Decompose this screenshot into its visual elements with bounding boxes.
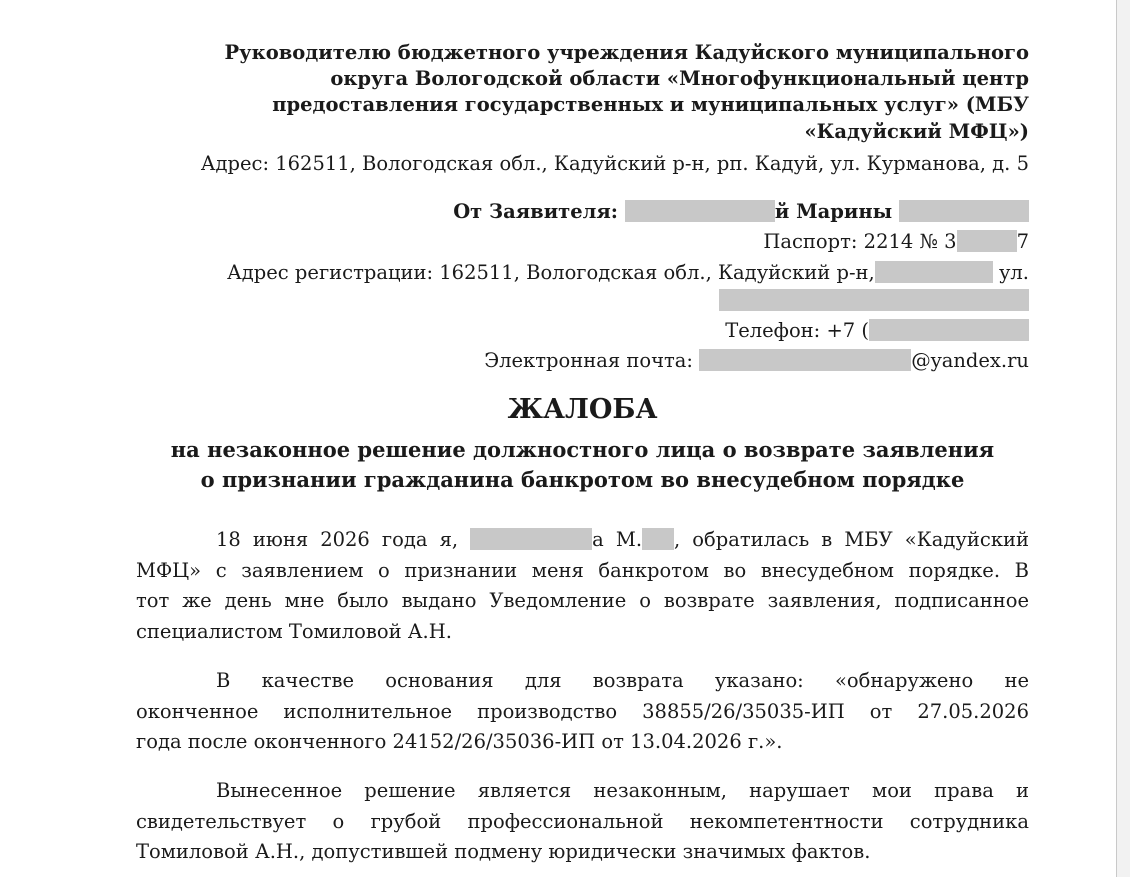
- paragraph-3-line-2: свидетельствует о грубой профессиональной некомпетентности сотрудника: [136, 809, 1029, 833]
- applicant-name: й Марины: [774, 200, 893, 223]
- paragraph-2: [136, 666, 1029, 758]
- paragraph-3-line-1: Вынесенное решение является незаконным, нарушает мои права и: [216, 779, 1029, 802]
- paragraph-2-line-2: оконченное исполнительное производство 38855/26/35035-ИП от 27.05.2026: [136, 699, 1029, 723]
- reg-address-suffix: ул.: [998, 261, 1029, 284]
- redaction-block: [625, 200, 775, 222]
- redaction-block: [899, 200, 1029, 222]
- addressee-line-1: Руководителю бюджетного учреждения Кадуйского муниципального: [224, 41, 1029, 64]
- redaction-block: [699, 349, 911, 371]
- redaction-block: [875, 261, 993, 283]
- reg-address-line-2: [0, 288, 1029, 313]
- addressee-line-3: предоставления государственных и муниципальных услуг» (МБУ: [272, 93, 1029, 116]
- redaction-block: [957, 230, 1017, 252]
- reg-address-prefix: Адрес регистрации: 162511, Вологодская обл., Кадуйский р-н,: [227, 261, 875, 284]
- redaction-block: [719, 289, 1029, 311]
- paragraph-1-line-3: тот же день мне было выдано Уведомление о возврате заявления, подписанное: [136, 589, 1029, 612]
- paragraph-1-line-1: [136, 525, 1029, 556]
- phone-line: [0, 318, 1029, 343]
- document-subtitle-line-1: на незаконное решение должностного лица о возврате заявления: [170, 437, 995, 462]
- phone-prefix: Телефон: +7 (: [725, 319, 869, 342]
- paragraph-1-text: , обратилась в МБУ «Кадуйский: [674, 528, 1029, 551]
- page-shadow: [1117, 0, 1130, 877]
- email-label: Электронная почта:: [484, 349, 693, 372]
- paragraph-1-line-2: МФЦ» с заявлением о признании меня банкротом во внесудебном порядке. В: [136, 558, 1029, 582]
- document-title: ЖАЛОБА: [507, 394, 658, 425]
- paragraph-2-line-3: года после оконченного 24152/26/35036-ИП от 13.04.2026 г.».: [136, 730, 783, 753]
- applicant-from-line: [0, 199, 1029, 224]
- paragraph-3: [136, 776, 1029, 868]
- reg-address-line: [0, 260, 1029, 285]
- paragraph-2-line-1: В качестве основания для возврата указано: «обнаружено не: [216, 669, 1029, 692]
- passport-line: [0, 229, 1029, 254]
- paragraph-1-text: 18 июня 2026 года я,: [216, 528, 459, 551]
- paragraph-1-line-4: специалистом Томиловой А.Н.: [136, 619, 452, 643]
- addressee-line-4: «Кадуйский МФЦ»): [804, 120, 1029, 143]
- paragraph-1-initial: а М.: [592, 528, 643, 551]
- email-suffix: @yandex.ru: [911, 349, 1029, 372]
- document-subtitle-line-2: о признании гражданина банкротом во внесудебном порядке: [200, 467, 965, 492]
- addressee-line-2: округа Вологодской области «Многофункциональный центр: [330, 67, 1029, 90]
- redaction-block: [642, 528, 674, 550]
- redaction-block: [470, 528, 592, 550]
- email-line: [0, 348, 1029, 373]
- redaction-block: [869, 319, 1029, 341]
- passport-suffix: 7: [1016, 230, 1029, 253]
- addressee-address: Адрес: 162511, Вологодская обл., Кадуйский р-н, рп. Кадуй, ул. Курманова, д. 5: [200, 152, 1029, 175]
- from-label: От Заявителя:: [453, 200, 619, 223]
- paragraph-3-line-3: Томиловой А.Н., допустившей подмену юридически значимых фактов.: [136, 840, 871, 863]
- paragraph-1: [136, 525, 1029, 647]
- passport-prefix: Паспорт: 2214 № 3: [763, 230, 957, 253]
